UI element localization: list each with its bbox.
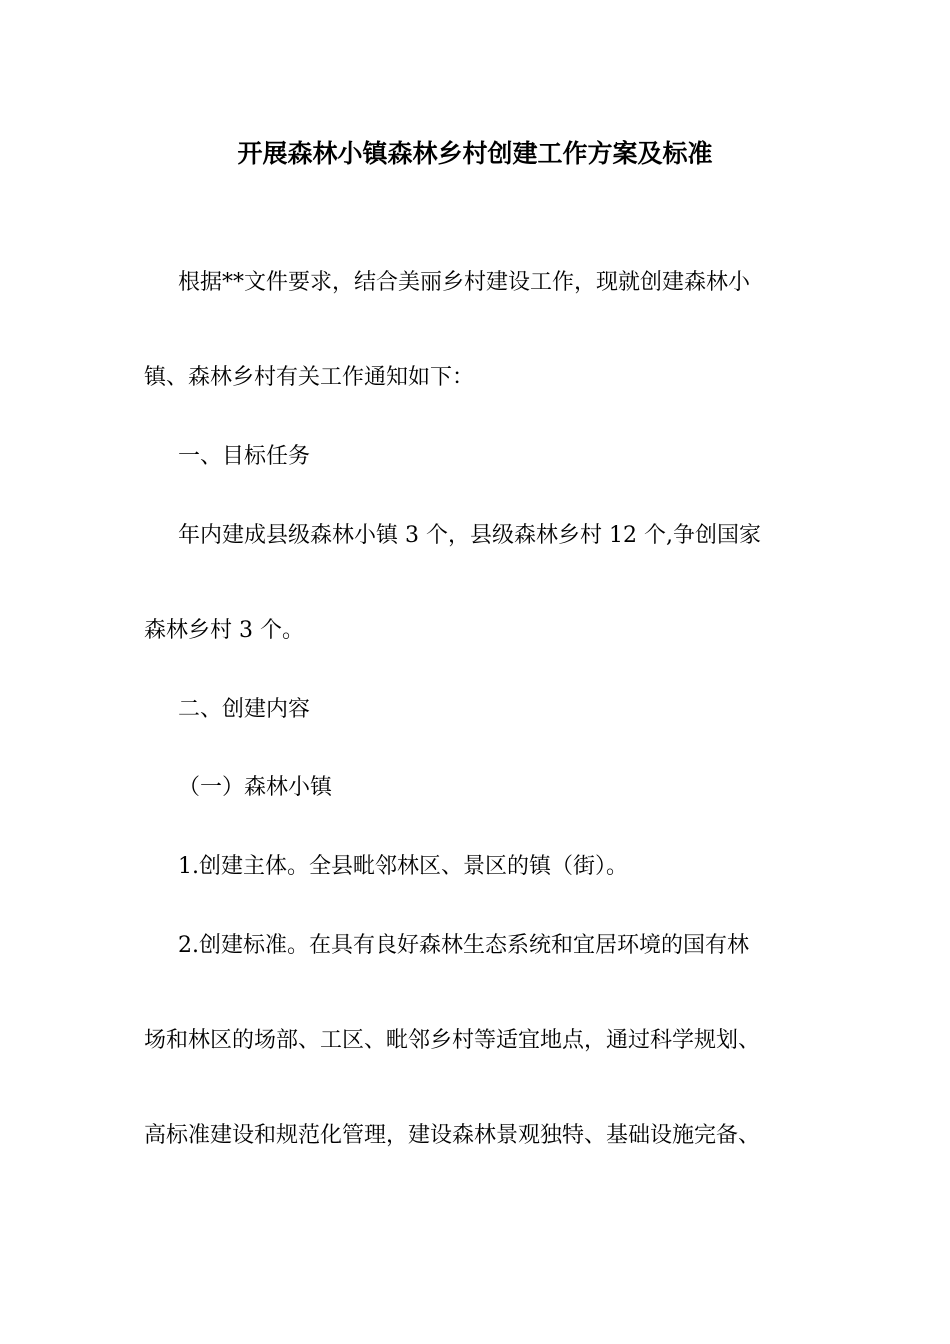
paragraph-goals-line-1: 年内建成县级森林小镇 3 个，县级森林乡村 12 个,争创国家: [178, 523, 761, 548]
item-creation-standard-line-3: 高标准建设和规范化管理，建设森林景观独特、基础设施完备、: [144, 1123, 761, 1148]
paragraph-goals-line-2: 森林乡村 3 个。: [144, 618, 304, 643]
item-creation-standard-line-1: 2.创建标准。在具有良好森林生态系统和宜居环境的国有林: [178, 933, 749, 958]
document-title: 开展森林小镇森林乡村创建工作方案及标准: [237, 139, 713, 168]
paragraph-intro-line-2: 镇、森林乡村有关工作通知如下：: [144, 365, 475, 390]
subsection-heading-forest-town: （一）森林小镇: [178, 775, 333, 800]
item-creation-subject: 1.创建主体。全县毗邻林区、景区的镇（街）。: [178, 854, 628, 879]
section-heading-content: 二、创建内容: [178, 697, 311, 722]
item-creation-standard-line-2: 场和林区的场部、工区、毗邻乡村等适宜地点，通过科学规划、: [144, 1028, 761, 1053]
paragraph-intro-line-1: 根据**文件要求，结合美丽乡村建设工作，现就创建森林小: [178, 270, 751, 295]
section-heading-goals: 一、目标任务: [178, 444, 311, 469]
